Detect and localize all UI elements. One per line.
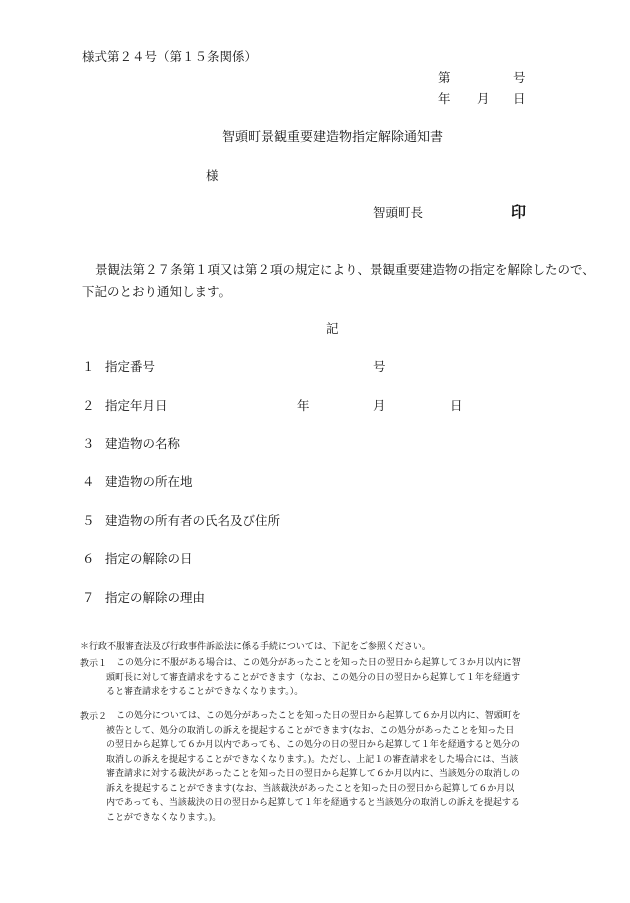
form-number: 様式第２４号（第１５条関係）: [82, 49, 258, 64]
item-label-owner-info: 建造物の所有者の氏名及び住所: [105, 513, 281, 528]
date-day-label: 日: [513, 91, 526, 106]
item-number: ３: [82, 436, 95, 451]
designation-number-suffix: 号: [373, 359, 386, 374]
number-prefix: 第: [438, 70, 451, 85]
note1-label: 教示１: [80, 659, 108, 669]
designation-year-label: 年: [297, 398, 310, 413]
item-number: ７: [82, 590, 95, 605]
note1-text: この処分に不服がある場合は、この処分があったことを知った日の翌日から起算して３か月以内に智頭町長に対して審査請求をすることができます（なお、この処分の日の翌日から起算して１年を経過すると審査請求をすることができなくなります。）。: [106, 658, 521, 697]
seal-mark: 印: [511, 203, 527, 221]
item-number: ６: [82, 551, 95, 566]
body-paragraph: 景観法第２７条第１項又は第２項の規定により、景観重要建造物の指定を解除したので、下記のとおり通知します。: [82, 262, 595, 299]
item-label-building-name: 建造物の名称: [105, 436, 181, 451]
designation-month-label: 月: [373, 398, 386, 413]
designation-day-label: 日: [450, 398, 463, 413]
item-number: ５: [82, 513, 95, 528]
item-number: ４: [82, 474, 95, 489]
item-number: １: [82, 359, 95, 374]
note2-label: 教示２: [80, 712, 108, 722]
item-number: ２: [82, 398, 95, 413]
date-month-label: 月: [477, 91, 490, 106]
number-suffix: 号: [513, 70, 526, 85]
addressee-suffix: 様: [206, 168, 219, 183]
item-label-release-date: 指定の解除の日: [105, 551, 193, 566]
date-year-label: 年: [438, 91, 451, 106]
item-label-building-location: 建造物の所在地: [105, 474, 193, 489]
issuer-name: 智頭町長: [373, 205, 424, 220]
notes-intro: ＊行政不服審査法及び行政事件訴訟法に係る手続については、下記をご参照ください。: [80, 642, 431, 652]
ki-heading: 記: [326, 321, 339, 336]
note2-text: この処分については、この処分があったことを知った日の翌日から起算して６か月以内に、智頭町を被告として、処分の取消しの訴えを提起することができます(なお、この処分があったことを知った日の翌日から起算して６か月以内であっても、この処分の日の翌日から起算して１年を経過すると処分の取消しの訴えを提起することができなくなります。)。ただし、上記１の審査請求をした場合には、当該審査請求に対する裁決があったことを知った日の翌日から起算して６か月以内に、当該処分の取消しの訴えを提起することができます(なお、当該裁決があったことを知った日の翌日から起算して６か月以内であっても、当該裁決の日の翌日から起算して１年を経過すると当該処分の取消しの訴えを提起することができなくなります。)。: [106, 711, 521, 823]
item-label-release-reason: 指定の解除の理由: [105, 590, 206, 605]
item-label-designation-number: 指定番号: [105, 359, 156, 374]
item-label-designation-date: 指定年月日: [105, 398, 168, 413]
document-title: 智頭町景観重要建造物指定解除通知書: [222, 130, 444, 145]
